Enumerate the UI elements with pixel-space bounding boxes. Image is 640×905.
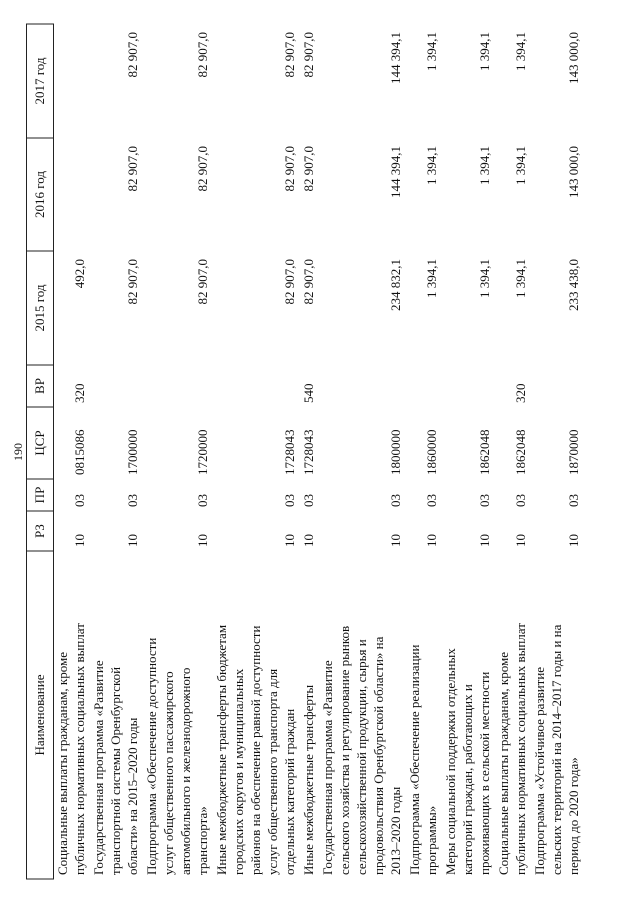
header-2017: 2017 год	[27, 24, 54, 138]
cell-rz: 10	[72, 534, 87, 547]
row-name-line: продовольствия Оренбургской области» на	[371, 636, 386, 875]
header-2015: 2015 год	[27, 251, 54, 365]
row-name-line: отдельных категорий граждан	[282, 708, 297, 875]
cell-y2015: 1 394,1	[477, 259, 492, 298]
cell-y2016: 82 907,0	[125, 146, 140, 192]
cell-pr: 03	[388, 494, 403, 507]
row-name-line: сельскохозяйственной продукции, сырья и	[354, 639, 369, 875]
cell-pr: 03	[72, 494, 87, 507]
cell-y2015: 82 907,0	[195, 259, 210, 305]
table-row	[90, 24, 143, 879]
header-vr: ВР	[27, 365, 54, 407]
row-name-line: Социальные выплаты гражданам, кроме	[496, 652, 511, 875]
row-name	[143, 551, 213, 879]
cell-y2015: 82 907,0	[125, 259, 140, 305]
cell-y2016: 1 394,1	[513, 146, 528, 185]
table-row	[531, 24, 584, 879]
row-name-line: Подпрограмма «Устойчивое развитие	[532, 666, 547, 875]
table-row	[213, 24, 300, 879]
row-name	[54, 551, 91, 879]
cell-y2016: 82 907,0	[195, 146, 210, 192]
cell-vr: 540	[301, 383, 316, 403]
cell-y2017: 82 907,0	[195, 32, 210, 78]
row-name-line: районов на обеспечение равной доступности	[248, 625, 263, 875]
cell-csr: 0815086	[72, 429, 87, 475]
row-name-line: транспортной системы Оренбургской	[108, 666, 123, 875]
table-row	[495, 24, 531, 879]
table-row	[54, 24, 91, 879]
row-name	[300, 551, 319, 879]
table-row	[143, 24, 213, 879]
row-name-line: Иные межбюджетные трансферты	[301, 684, 316, 875]
rotated-page	[10, 10, 630, 895]
cell-vr	[531, 365, 584, 407]
row-name-line: категорий граждан, работающих и	[460, 684, 475, 875]
row-name-line: Подпрограмма «Обеспечение реализации	[407, 644, 422, 875]
cell-y2017: 82 907,0	[282, 32, 297, 78]
row-name-line: Иные межбюджетные трансферты бюджетам	[214, 624, 229, 875]
cell-csr: 1800000	[388, 429, 403, 475]
row-name	[406, 551, 442, 879]
row-name-line: сельских территорий на 2014–2017 годы и на	[549, 624, 564, 875]
row-name-line: Государственная программа «Развитие	[320, 660, 335, 875]
cell-vr	[90, 365, 143, 407]
cell-y2016: 143 000,0	[566, 146, 581, 198]
cell-vr	[143, 365, 213, 407]
cell-pr: 03	[513, 494, 528, 507]
header-rz: РЗ	[27, 511, 54, 551]
table-row	[319, 24, 406, 879]
row-name	[495, 551, 531, 879]
cell-csr: 1728043	[301, 429, 316, 475]
cell-csr: 1870000	[566, 429, 581, 475]
row-name-line: услуг общественного пассажирского	[161, 671, 176, 875]
row-name-line: Меры социальной поддержки отдельных	[443, 648, 458, 875]
row-name	[442, 551, 495, 879]
cell-rz: 10	[125, 534, 140, 547]
row-name-line: проживающих в сельской местности	[477, 671, 492, 875]
cell-rz: 10	[424, 534, 439, 547]
row-name-line: городских округов и муниципальных	[231, 668, 246, 875]
row-name-line: программы»	[424, 805, 439, 875]
header-row	[27, 24, 54, 879]
cell-csr: 1700000	[125, 429, 140, 475]
cell-vr: 320	[72, 383, 87, 403]
cell-y2015: 1 394,1	[424, 259, 439, 298]
page-number: 190	[11, 443, 25, 461]
cell-y2017: 1 394,1	[513, 32, 528, 71]
cell-vr: 320	[513, 383, 528, 403]
cell-vr	[319, 365, 406, 407]
cell-csr: 1860000	[424, 429, 439, 475]
table-row	[300, 24, 319, 879]
row-name-line: транспорта»	[195, 806, 210, 875]
cell-y2016: 1 394,1	[477, 146, 492, 185]
cell-vr	[406, 365, 442, 407]
cell-csr: 1862048	[477, 429, 492, 475]
row-name-line: услуг общественного транспорта для	[265, 668, 280, 875]
cell-y2016: 144 394,1	[388, 146, 403, 198]
row-name-line: автомобильного и железнодорожного	[178, 667, 193, 875]
cell-y2017: 82 907,0	[301, 32, 316, 78]
cell-y2015: 234 832,1	[388, 259, 403, 311]
cell-y2015: 82 907,0	[282, 259, 297, 305]
cell-y2015: 492,0	[72, 259, 87, 289]
cell-csr: 1728043	[282, 429, 297, 475]
table-row	[442, 24, 495, 879]
row-name-line: Государственная программа «Развитие	[91, 660, 106, 875]
cell-y2017: 82 907,0	[125, 32, 140, 78]
header-2016: 2016 год	[27, 138, 54, 251]
cell-y2017: 1 394,1	[477, 32, 492, 71]
cell-csr: 1862048	[513, 429, 528, 475]
cell-rz: 10	[282, 534, 297, 547]
cell-y2015: 82 907,0	[301, 259, 316, 305]
cell-rz: 10	[388, 534, 403, 547]
cell-pr: 03	[125, 494, 140, 507]
cell-rz: 10	[566, 534, 581, 547]
row-name-line: публичных нормативных социальных выплат	[72, 623, 87, 875]
row-name-line: публичных нормативных социальных выплат	[513, 623, 528, 875]
row-name-line: период до 2020 года»	[566, 757, 581, 875]
cell-rz: 10	[195, 534, 210, 547]
cell-y2015: 1 394,1	[513, 259, 528, 298]
cell-pr: 03	[301, 494, 316, 507]
cell-y2017	[54, 24, 91, 138]
row-name	[90, 551, 143, 879]
row-name	[213, 551, 300, 879]
table-row	[406, 24, 442, 879]
row-name-line: Подпрограмма «Обеспечение доступности	[144, 637, 159, 875]
header-pr: ПР	[27, 479, 54, 511]
cell-y2016: 1 394,1	[424, 146, 439, 185]
row-name-line: 2013–2020 годы	[388, 786, 403, 875]
cell-y2015: 233 438,0	[566, 259, 581, 311]
row-name	[531, 551, 584, 879]
cell-y2017: 144 394,1	[388, 32, 403, 84]
cell-y2016	[54, 138, 91, 251]
row-name-line: сельского хозяйства и регулирование рынков	[337, 625, 352, 875]
cell-pr: 03	[195, 494, 210, 507]
cell-y2017: 143 000,0	[566, 32, 581, 84]
cell-y2016: 82 907,0	[282, 146, 297, 192]
header-name: Наименование	[27, 551, 54, 879]
cell-y2017: 1 394,1	[424, 32, 439, 71]
cell-pr: 03	[477, 494, 492, 507]
cell-y2016: 82 907,0	[301, 146, 316, 192]
cell-rz: 10	[301, 534, 316, 547]
header-csr: ЦСР	[27, 407, 54, 479]
cell-pr: 03	[424, 494, 439, 507]
cell-rz: 10	[513, 534, 528, 547]
cell-pr: 03	[282, 494, 297, 507]
budget-table	[26, 24, 584, 880]
row-name-line: области» на 2015–2020 годы	[125, 717, 140, 875]
row-name	[319, 551, 406, 879]
row-name-line: Социальные выплаты гражданам, кроме	[55, 652, 70, 875]
cell-csr: 1720000	[195, 429, 210, 475]
cell-vr	[442, 365, 495, 407]
cell-rz: 10	[477, 534, 492, 547]
cell-vr	[213, 365, 300, 407]
cell-pr: 03	[566, 494, 581, 507]
table-body	[54, 24, 585, 879]
